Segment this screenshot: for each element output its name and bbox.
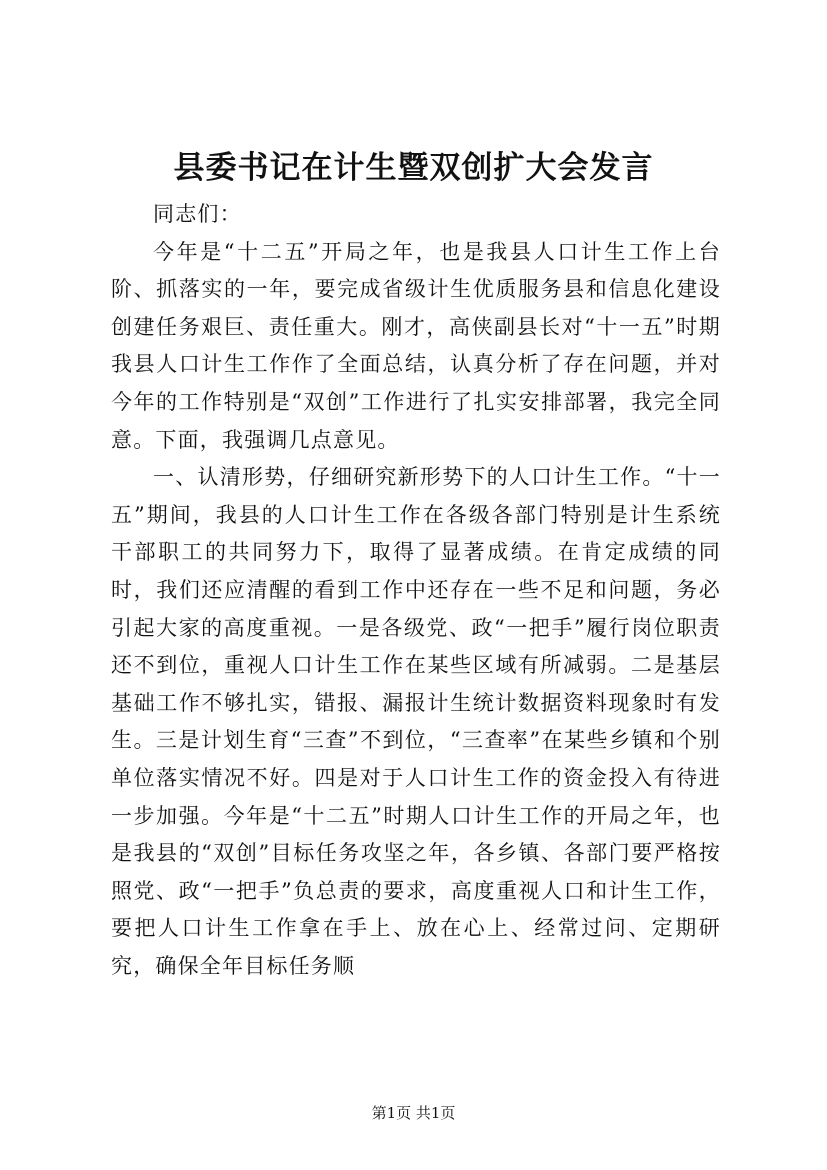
salutation: 同志们：	[153, 202, 242, 226]
document-body	[111, 196, 721, 985]
document-title: 县委书记在计生暨双创扩大会发言	[173, 150, 654, 186]
paragraph: 一、认清形势，仔细研究新形势下的人口计生工作。“十一五”期间，我县的人口计生工作在各级各部门特别是计生系统干部职工的共同努力下，取得了显著成绩。在肯定成绩的同时，我们还应清醒的看到工作中还存在一些不足和问题，务必引起大家的高度重视。一是各级党、政“一把手”履行岗位职责还不到位，重视人口计生工作在某些区域有所减弱。二是基层基础工作不够扎实，错报、漏报计生统计数据资料现象时有发生。三是计划生育“三查”不到位，“三查率”在某些乡镇和个别单位落实情况不好。四是对于人口计生工作的资金投入有待进一步加强。今年是“十二五”时期人口计生工作的开局之年，也是我县的“双创”目标任务攻坚之年，各乡镇、各部门要严格按照党、政“一把手”负总责的要求，高度重视人口和计生工作，要把人口计生工作拿在手上、放在心上、经常过问、定期研究，确保全年目标任务顺	[111, 465, 721, 978]
paragraph: 今年是“十二五”开局之年，也是我县人口计生工作上台阶、抓落实的一年，要完成省级计生优质服务县和信息化建设创建任务艰巨、责任重大。刚才，高侠副县长对“十一五”时期我县人口计生工作作了全面总结，认真分析了存在问题，并对今年的工作特别是“双创”工作进行了扎实安排部署，我完全同意。下面，我强调几点意见。	[111, 239, 721, 452]
page-footer: 第1页 共1页	[371, 1104, 456, 1122]
